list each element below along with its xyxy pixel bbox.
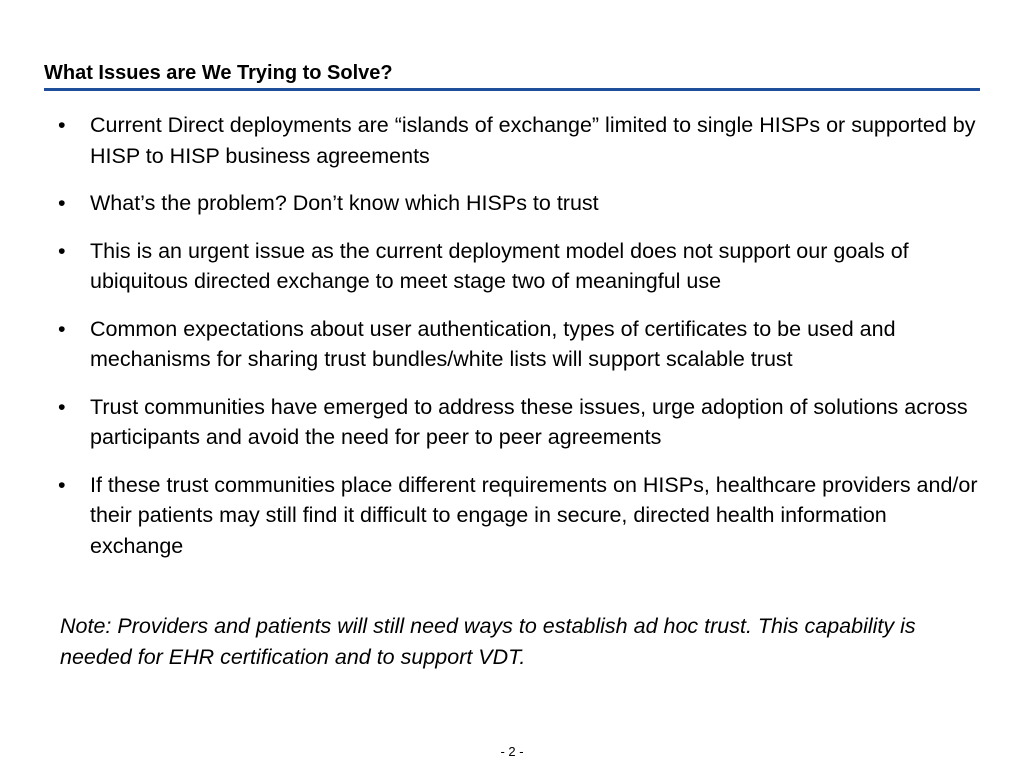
bullet-marker: • xyxy=(58,113,66,137)
bullet-text: If these trust communities place different requirements on HISPs, healthcare providers and/or their patients may still find it difficult to engage in secure, directed health information exchange xyxy=(90,472,978,558)
bullet-item xyxy=(58,392,978,453)
title-divider xyxy=(44,88,980,91)
bullet-item xyxy=(58,236,978,297)
slide-title: What Issues are We Trying to Solve? xyxy=(44,62,393,84)
bullet-text: Common expectations about user authentication, types of certificates to be used and mechanisms for sharing trust bundles/white lists will support scalable trust xyxy=(90,316,896,371)
bullet-item xyxy=(58,314,978,375)
note-text: Note: Providers and patients will still need ways to establish ad hoc trust. This capability is needed for EHR certification and to support VDT. xyxy=(60,614,916,669)
bullet-item xyxy=(58,470,978,562)
bullet-marker: • xyxy=(58,472,66,497)
bullet-item xyxy=(58,110,978,171)
bullet-item xyxy=(58,188,978,219)
bullet-text: Trust communities have emerged to address these issues, urge adoption of solutions across participants and avoid the need for peer to peer agreements xyxy=(90,394,968,449)
bullet-marker: • xyxy=(58,316,66,341)
bullet-marker: • xyxy=(58,238,66,263)
bullet-marker: • xyxy=(58,394,66,419)
page-number: - 2 - xyxy=(500,744,524,759)
bullet-text: Current Direct deployments are “islands of exchange” limited to single HISPs or supported by HISP to HISP business agreements xyxy=(90,113,976,168)
bullet-text: What’s the problem? Don’t know which HISPs to trust xyxy=(90,191,599,215)
bullet-marker: • xyxy=(58,191,66,215)
bullet-list xyxy=(58,110,978,578)
bullet-text: This is an urgent issue as the current deployment model does not support our goals of ubiquitous directed exchange to meet stage two of meaningful use xyxy=(90,238,909,293)
